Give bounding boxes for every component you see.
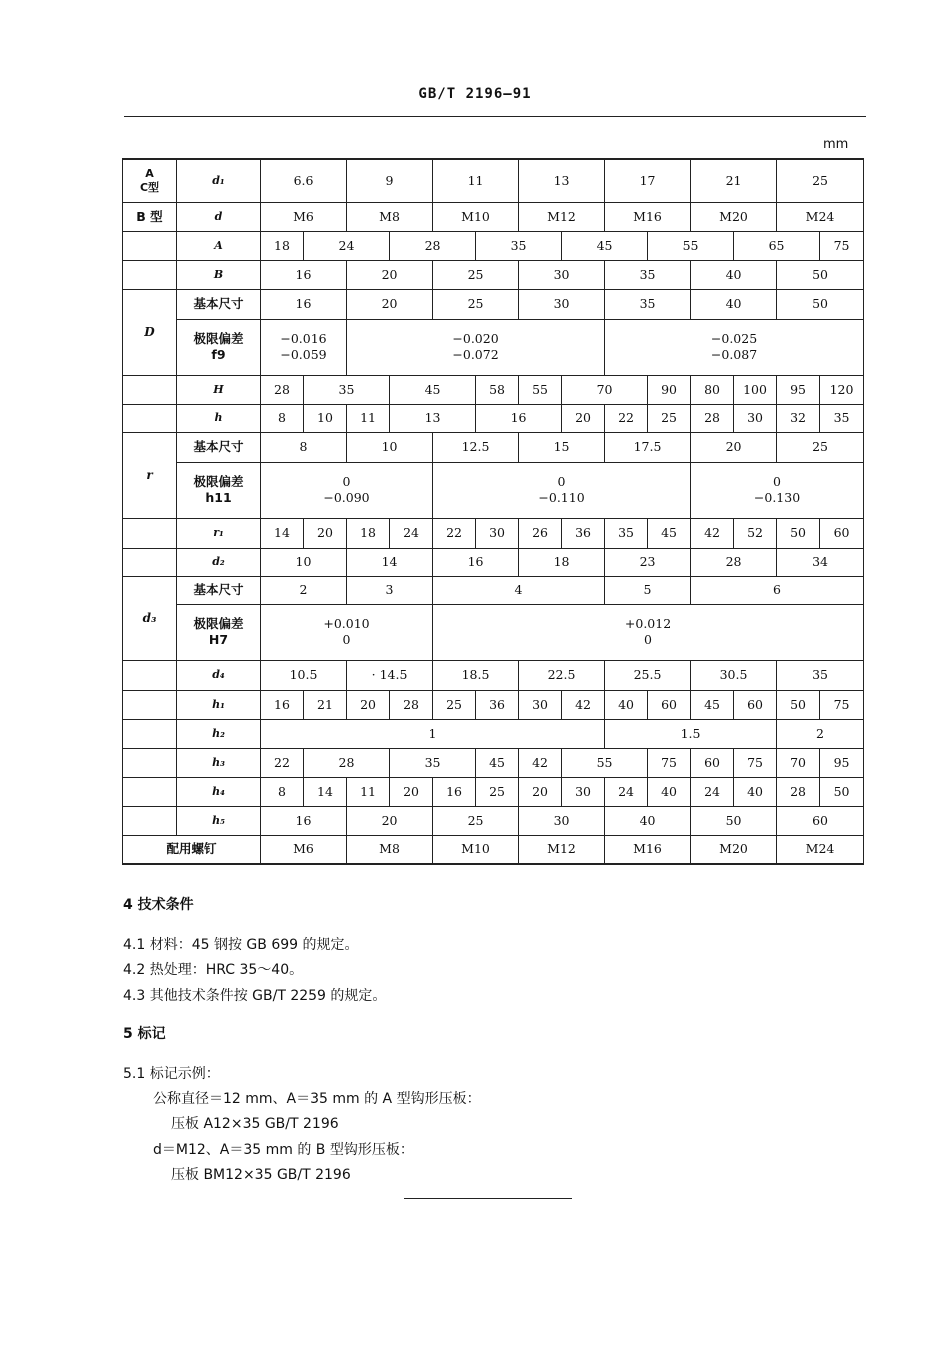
r1-cell: 45: [648, 518, 691, 548]
h4-cell: 40: [734, 777, 777, 806]
row-r-tolerance: [123, 462, 864, 518]
d1-cell: 11: [433, 159, 519, 202]
tolerance-label: 极限偏差: [193, 474, 244, 490]
h4-cell: 20: [390, 777, 433, 806]
r1-cell: 14: [261, 518, 304, 548]
h3-cell: 75: [734, 748, 777, 777]
h3-cell: 60: [691, 748, 734, 777]
example-2-description: d＝M12、A＝35 mm 的 B 型钩形压板：: [153, 1142, 414, 1158]
screw-cell: M12: [519, 835, 605, 864]
d1-cell: 6.6: [261, 159, 347, 202]
h3-cell: 55: [562, 748, 648, 777]
d3-basic-cell: 2: [261, 576, 347, 604]
h-cell: 10: [304, 404, 347, 432]
H-cell: 55: [519, 375, 562, 404]
blank-cell: [123, 231, 177, 260]
h-cell: 25: [648, 404, 691, 432]
h-cell: 28: [691, 404, 734, 432]
h4-cell: 8: [261, 777, 304, 806]
d4-cell: 30.5: [691, 660, 777, 690]
d1-cell: 21: [691, 159, 777, 202]
A-cell: 18: [261, 231, 304, 260]
d2-cell: 10: [261, 548, 347, 576]
h2-cell: 2: [777, 719, 864, 748]
h3-cell: 70: [777, 748, 820, 777]
r1-cell: 22: [433, 518, 476, 548]
H-cell: 100: [734, 375, 777, 404]
H-cell: 70: [562, 375, 648, 404]
B-cell: 25: [433, 260, 519, 289]
r-group-label: r: [123, 432, 177, 518]
h5-cell: 50: [691, 806, 777, 835]
r1-cell: 42: [691, 518, 734, 548]
B-cell: 40: [691, 260, 777, 289]
screw-label: 配用螺钉: [123, 835, 261, 864]
d-cell: M6: [261, 202, 347, 231]
example-1-marking: 压板 A12×35 GB/T 2196: [171, 1116, 339, 1132]
A-cell: 75: [820, 231, 864, 260]
row-screw: [123, 835, 864, 864]
type-ac-label: A C型: [123, 159, 177, 202]
h4-cell: 24: [691, 777, 734, 806]
screw-cell: M24: [777, 835, 864, 864]
type-b-label: B 型: [123, 202, 177, 231]
d-cell: M8: [347, 202, 433, 231]
h1-cell: 60: [648, 690, 691, 719]
d3-basic-cell: 4: [433, 576, 605, 604]
h1-cell: 40: [605, 690, 648, 719]
h-cell: 20: [562, 404, 605, 432]
d-cell: M10: [433, 202, 519, 231]
h1-cell: 36: [476, 690, 519, 719]
section-5-1-label: 5.1 标记示例：: [123, 1066, 220, 1082]
h4-cell: 24: [605, 777, 648, 806]
h5-cell: 60: [777, 806, 864, 835]
H-cell: 95: [777, 375, 820, 404]
h1-cell: 30: [519, 690, 562, 719]
h3-cell: 75: [648, 748, 691, 777]
h5-label: h₅: [177, 806, 261, 835]
r-basic-cell: 12.5: [433, 432, 519, 462]
h-label: h: [177, 404, 261, 432]
row-h3: [123, 748, 864, 777]
row-h: [123, 404, 864, 432]
d1-cell: 25: [777, 159, 864, 202]
r-tolerance-cell: 0 −0.110: [433, 462, 691, 518]
unit-label: mm: [823, 137, 849, 152]
H-cell: 35: [304, 375, 390, 404]
d1-cell: 13: [519, 159, 605, 202]
h4-cell: 30: [562, 777, 605, 806]
A-cell: 45: [562, 231, 648, 260]
screw-cell: M20: [691, 835, 777, 864]
h-cell: 11: [347, 404, 390, 432]
h-cell: 35: [820, 404, 864, 432]
blank-cell: [123, 548, 177, 576]
h2-label: h₂: [177, 719, 261, 748]
d3-basic-cell: 6: [691, 576, 864, 604]
A-label: A: [177, 231, 261, 260]
tolerance-code: H7: [208, 632, 229, 647]
d2-label: d₂: [177, 548, 261, 576]
h-cell: 22: [605, 404, 648, 432]
h4-cell: 50: [820, 777, 864, 806]
B-cell: 16: [261, 260, 347, 289]
B-cell: 50: [777, 260, 864, 289]
d-cell: M20: [691, 202, 777, 231]
tolerance-label: 极限偏差: [193, 616, 244, 632]
row-h2: [123, 719, 864, 748]
d1-cell: 9: [347, 159, 433, 202]
D-tolerance-cell: −0.020 −0.072: [347, 319, 605, 375]
h3-cell: 45: [476, 748, 519, 777]
r-basic-cell: 8: [261, 432, 347, 462]
d4-cell: 25.5: [605, 660, 691, 690]
example-1-description: 公称直径＝12 mm、A＝35 mm 的 A 型钩形压板：: [153, 1091, 481, 1107]
blank-cell: [123, 404, 177, 432]
A-cell: 35: [476, 231, 562, 260]
h1-cell: 28: [390, 690, 433, 719]
row-d1: [123, 159, 864, 202]
h5-cell: 20: [347, 806, 433, 835]
example-2-marking: 压板 BM12×35 GB/T 2196: [171, 1167, 351, 1183]
r-tolerance-cell: 0 −0.090: [261, 462, 433, 518]
d-cell: M24: [777, 202, 864, 231]
d-cell: M16: [605, 202, 691, 231]
row-h4: [123, 777, 864, 806]
row-r1: [123, 518, 864, 548]
r-basic-cell: 25: [777, 432, 864, 462]
basic-size-label: 基本尺寸: [177, 576, 261, 604]
r1-cell: 36: [562, 518, 605, 548]
row-D-basic: [123, 289, 864, 319]
tolerance-label-cell: [177, 604, 261, 660]
d4-cell: 35: [777, 660, 864, 690]
d4-cell: 22.5: [519, 660, 605, 690]
D-basic-cell: 30: [519, 289, 605, 319]
d2-cell: 18: [519, 548, 605, 576]
B-label: B: [177, 260, 261, 289]
h-cell: 13: [390, 404, 476, 432]
h5-cell: 16: [261, 806, 347, 835]
basic-size-label: 基本尺寸: [177, 289, 261, 319]
row-d4: [123, 660, 864, 690]
row-h5: [123, 806, 864, 835]
d3-tolerance-cell: +0.010 0: [261, 604, 433, 660]
dimension-table: [122, 158, 864, 865]
d2-cell: 16: [433, 548, 519, 576]
d3-basic-cell: 3: [347, 576, 433, 604]
document-number-header: GB/T 2196—91: [418, 86, 532, 102]
h4-cell: 11: [347, 777, 390, 806]
d1-label: d₁: [177, 159, 261, 202]
H-cell: 120: [820, 375, 864, 404]
row-d3-basic: [123, 576, 864, 604]
end-rule: [404, 1198, 572, 1199]
tolerance-label-cell: [177, 462, 261, 518]
h4-label: h₄: [177, 777, 261, 806]
d4-cell: · 14.5: [347, 660, 433, 690]
tolerance-label: 极限偏差: [193, 331, 244, 347]
basic-size-label: 基本尺寸: [177, 432, 261, 462]
blank-cell: [123, 260, 177, 289]
D-basic-cell: 50: [777, 289, 864, 319]
d4-cell: 10.5: [261, 660, 347, 690]
h2-cell: 1: [261, 719, 605, 748]
B-cell: 30: [519, 260, 605, 289]
h4-cell: 16: [433, 777, 476, 806]
r1-cell: 52: [734, 518, 777, 548]
screw-cell: M16: [605, 835, 691, 864]
d4-label: d₄: [177, 660, 261, 690]
H-cell: 58: [476, 375, 519, 404]
r1-cell: 20: [304, 518, 347, 548]
tolerance-label-cell: [177, 319, 261, 375]
blank-cell: [123, 806, 177, 835]
h-cell: 32: [777, 404, 820, 432]
h1-cell: 45: [691, 690, 734, 719]
D-tolerance-cell: −0.016 −0.059: [261, 319, 347, 375]
r1-cell: 24: [390, 518, 433, 548]
h4-cell: 25: [476, 777, 519, 806]
D-group-label: D: [123, 289, 177, 375]
r-basic-cell: 10: [347, 432, 433, 462]
blank-cell: [123, 518, 177, 548]
h3-cell: 95: [820, 748, 864, 777]
row-B: [123, 260, 864, 289]
d2-cell: 28: [691, 548, 777, 576]
d2-cell: 34: [777, 548, 864, 576]
section-4-item: 4.2 热处理：HRC 35～40。: [123, 962, 304, 978]
r1-cell: 18: [347, 518, 390, 548]
h1-cell: 42: [562, 690, 605, 719]
r1-cell: 35: [605, 518, 648, 548]
r-basic-cell: 15: [519, 432, 605, 462]
row-d2: [123, 548, 864, 576]
r-basic-cell: 17.5: [605, 432, 691, 462]
h2-cell: 1.5: [605, 719, 777, 748]
D-basic-cell: 20: [347, 289, 433, 319]
section-4-item: 4.3 其他技术条件按 GB/T 2259 的规定。: [123, 988, 387, 1004]
blank-cell: [123, 719, 177, 748]
B-cell: 35: [605, 260, 691, 289]
D-basic-cell: 40: [691, 289, 777, 319]
d2-cell: 14: [347, 548, 433, 576]
r1-cell: 26: [519, 518, 562, 548]
d3-basic-cell: 5: [605, 576, 691, 604]
header-rule: [124, 116, 866, 117]
r1-cell: 50: [777, 518, 820, 548]
d3-group-label: d₃: [123, 576, 177, 660]
H-label: H: [177, 375, 261, 404]
h1-cell: 25: [433, 690, 476, 719]
h5-cell: 25: [433, 806, 519, 835]
r1-cell: 30: [476, 518, 519, 548]
tolerance-code: f9: [211, 347, 226, 362]
h-cell: 8: [261, 404, 304, 432]
screw-cell: M8: [347, 835, 433, 864]
r1-cell: 60: [820, 518, 864, 548]
h3-cell: 35: [390, 748, 476, 777]
d2-cell: 23: [605, 548, 691, 576]
row-h1: [123, 690, 864, 719]
blank-cell: [123, 748, 177, 777]
row-d3-tolerance: [123, 604, 864, 660]
h-cell: 16: [476, 404, 562, 432]
h1-cell: 20: [347, 690, 390, 719]
row-A: [123, 231, 864, 260]
blank-cell: [123, 375, 177, 404]
h5-cell: 30: [519, 806, 605, 835]
B-cell: 20: [347, 260, 433, 289]
row-r-basic: [123, 432, 864, 462]
h5-cell: 40: [605, 806, 691, 835]
A-cell: 24: [304, 231, 390, 260]
H-cell: 45: [390, 375, 476, 404]
d4-cell: 18.5: [433, 660, 519, 690]
h1-cell: 16: [261, 690, 304, 719]
r1-label: r₁: [177, 518, 261, 548]
h3-cell: 22: [261, 748, 304, 777]
D-tolerance-cell: −0.025 −0.087: [605, 319, 864, 375]
section-5-heading: 5 标记: [123, 1026, 166, 1042]
r-basic-cell: 20: [691, 432, 777, 462]
blank-cell: [123, 660, 177, 690]
h1-cell: 50: [777, 690, 820, 719]
blank-cell: [123, 777, 177, 806]
screw-cell: M10: [433, 835, 519, 864]
H-cell: 80: [691, 375, 734, 404]
H-cell: 90: [648, 375, 691, 404]
screw-cell: M6: [261, 835, 347, 864]
h3-cell: 42: [519, 748, 562, 777]
D-basic-cell: 25: [433, 289, 519, 319]
d3-tolerance-cell: +0.012 0: [433, 604, 864, 660]
h-cell: 30: [734, 404, 777, 432]
d-label: d: [177, 202, 261, 231]
section-4-heading: 4 技术条件: [123, 897, 194, 913]
h4-cell: 40: [648, 777, 691, 806]
H-cell: 28: [261, 375, 304, 404]
h3-label: h₃: [177, 748, 261, 777]
h1-cell: 75: [820, 690, 864, 719]
row-H: [123, 375, 864, 404]
d1-cell: 17: [605, 159, 691, 202]
h3-cell: 28: [304, 748, 390, 777]
D-basic-cell: 35: [605, 289, 691, 319]
d-cell: M12: [519, 202, 605, 231]
row-d: [123, 202, 864, 231]
D-basic-cell: 16: [261, 289, 347, 319]
h4-cell: 20: [519, 777, 562, 806]
tolerance-code: h11: [205, 490, 232, 505]
h4-cell: 28: [777, 777, 820, 806]
h1-cell: 60: [734, 690, 777, 719]
h1-label: h₁: [177, 690, 261, 719]
blank-cell: [123, 690, 177, 719]
A-cell: 65: [734, 231, 820, 260]
r-tolerance-cell: 0 −0.130: [691, 462, 864, 518]
row-D-tolerance: [123, 319, 864, 375]
h1-cell: 21: [304, 690, 347, 719]
A-cell: 28: [390, 231, 476, 260]
A-cell: 55: [648, 231, 734, 260]
section-4-item: 4.1 材料：45 钢按 GB 699 的规定。: [123, 937, 359, 953]
h4-cell: 14: [304, 777, 347, 806]
